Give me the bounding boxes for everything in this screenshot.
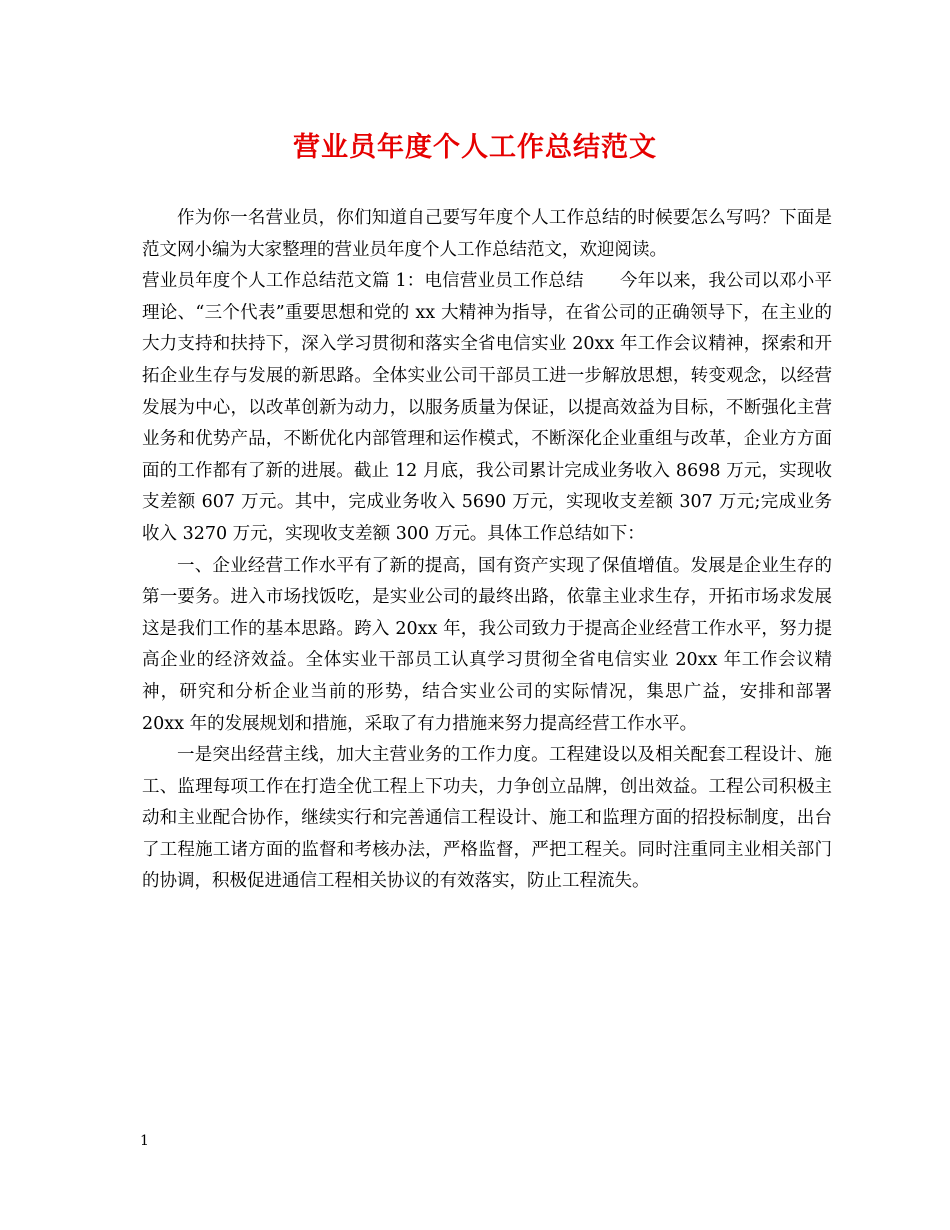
intro-paragraph: 作为你一名营业员，你们知道自己要写年度个人工作总结的时候要怎么写吗？下面是范文网小编为大家整理的营业员年度个人工作总结范文，欢迎阅读。 (142, 208, 832, 260)
page-number: 1 (140, 1133, 149, 1149)
section-paragraph (142, 266, 832, 550)
section-heading: 营业员年度个人工作总结范文篇 1：电信营业员工作总结 (142, 271, 584, 292)
section-lead-text: 今年以来，我公司以邓小平理论、“三个代表”重要思想和党的 xx 大精神为指导，在省公司的正确领导下，在主业的大力支持和扶持下，深入学习贯彻和落实全省电信实业 20xx 年工作会议精神，探索和开拓企业生存与发展的新思路。全体实业公司干部员工进一步解放思想，转变观念，以经营发展为中心，以改革创新为动力，以服务质量为保证，以提高效益为目标，不断强化主营业务和优势产品，不断优化内部管理和运作模式，不断深化企业重组与改革，企业方方面面的工作都有了新的进展。截止 12 月底，我公司累计完成业务收入 8698 万元，实现收支差额 607 万元。其中，完成业务收入 5690 万元，实现收支差额 307 万元;完成业务收入 3270 万元，实现收支差额 300 万元。具体工作总结如下： (142, 271, 832, 544)
document-title: 营业员年度个人工作总结范文 (293, 132, 657, 163)
body-paragraph-1: 一、企业经营工作水平有了新的提高，国有资产实现了保值增值。发展是企业生存的第一要务。进入市场找饭吃，是实业公司的最终出路，依靠主业求生存，开拓市场求发展这是我们工作的基本思路。跨入 20xx 年，我公司致力于提高企业经营工作水平，努力提高企业的经济效益。全体实业干部员工认真学习贯彻全省电信实业 20xx 年工作会议精神，研究和分析企业当前的形势，结合实业公司的实际情况，集思广益，安排和部署 20xx 年的发展规划和措施，采取了有力措施来努力提高经营工作水平。 (142, 555, 832, 734)
body-paragraph-2: 一是突出经营主线，加大主营业务的工作力度。工程建设以及相关配套工程设计、施工、监理每项工作在打造全优工程上下功夫，力争创立品牌，创出效益。工程公司积极主动和主业配合协作，继续实行和完善通信工程设计、施工和监理方面的招投标制度，出台了工程施工诸方面的监督和考核办法，严格监督，严把工程关。同时注重同主业相关部门的协调，积极促进通信工程相关协议的有效落实，防止工程流失。 (142, 745, 832, 892)
document-body (142, 203, 832, 898)
